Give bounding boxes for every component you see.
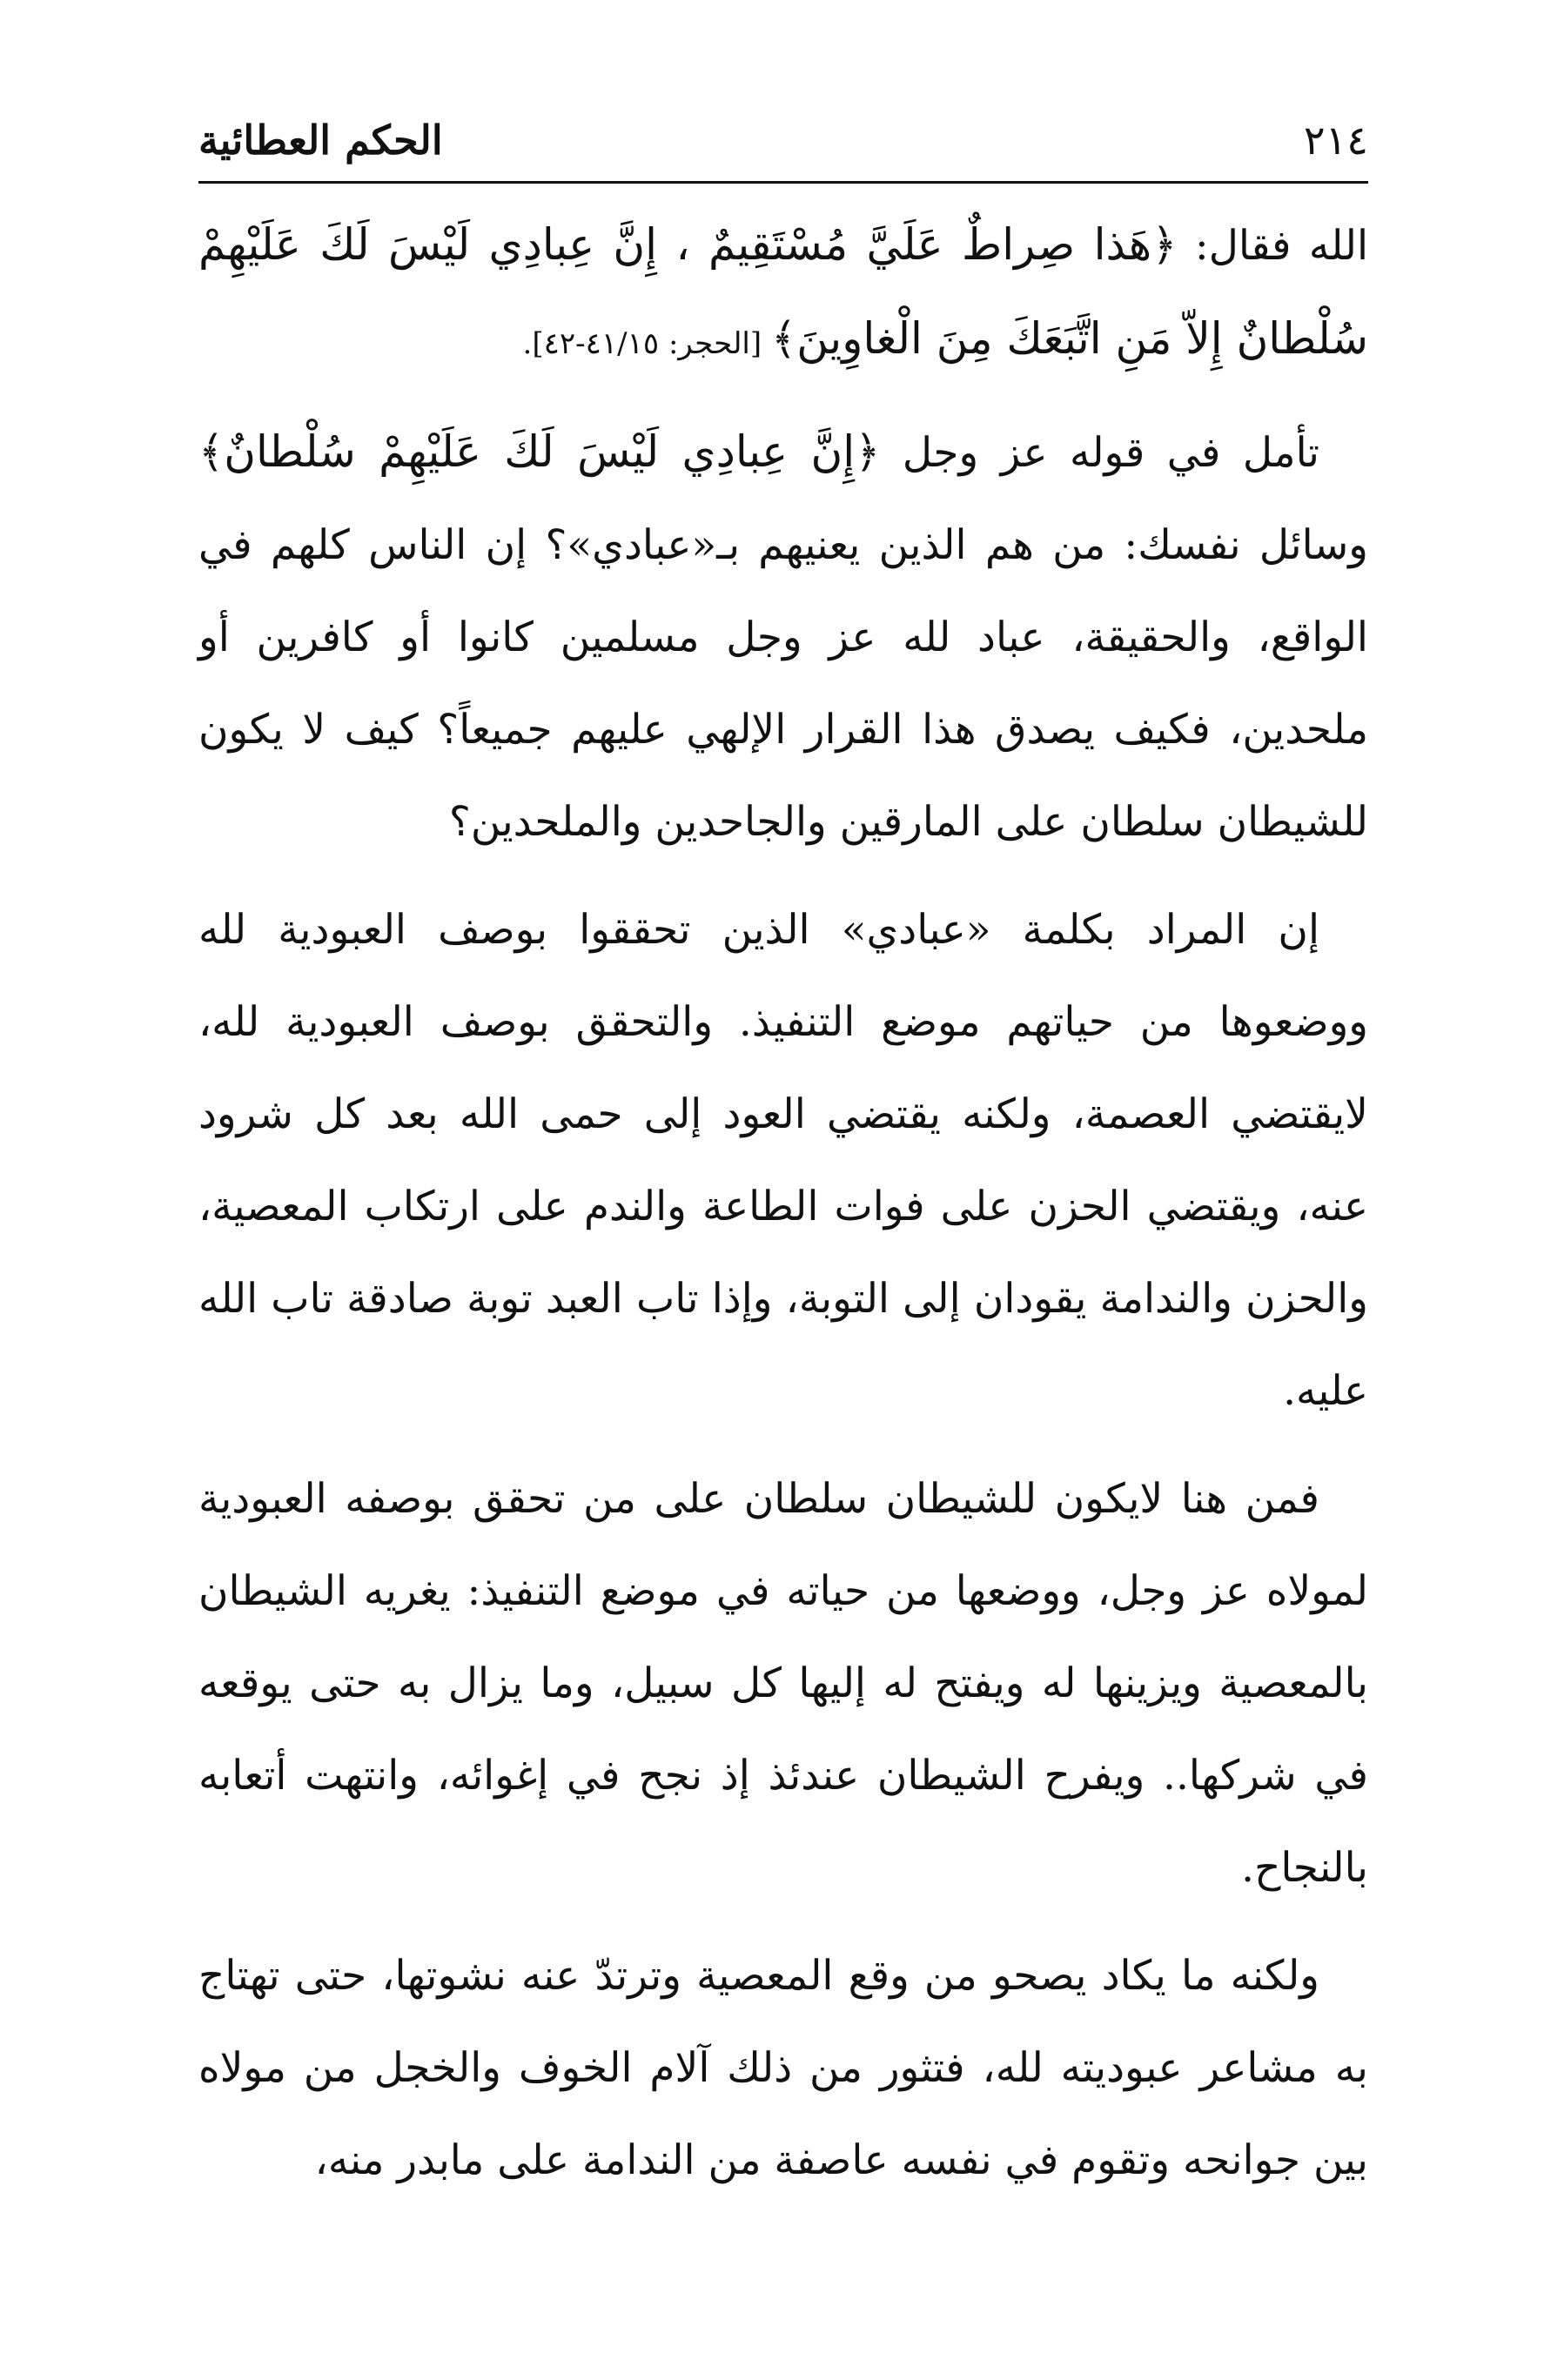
paragraph-5 <box>198 1930 1368 2207</box>
paragraph-1 <box>198 198 1368 390</box>
paragraph-5-text: ولكنه ما يكاد يصحو من وقع المعصية وترتدّ عنه نشوتها، حتى تهتاج به مشاعر عبوديته لله، فتثور من ذلك آلام الخوف والخجل من مولاه بين جوانحه وتقوم في نفسه عاصفة من الندامة على مابدر منه، <box>198 1952 1368 2184</box>
paragraph-2-lead: تأمل في قوله عز وجل <box>880 429 1319 477</box>
verse-citation: [الحجر: ٤١/١٥-٤٢]. <box>522 326 771 361</box>
paragraph-4-text: فمن هنا لايكون للشيطان سلطان على من تحقق بوصفه العبودية لمولاه عز وجل، ووضعها من حياته في موضع التنفيذ: يغريه الشيطان بالمعصية ويزينها له ويفتح له إليها كل سبيل، وما يزال به حتى يوقعه في شركها.. ويفرح الشيطان عندئذ إذ نجح في إغوائه، وانتهت أتعابه بالنجاح. <box>198 1475 1368 1892</box>
paragraph-2-text: وسائل نفسك: من هم الذين يعنيهم بـ«عبادي»؟ إن الناس كلهم في الواقع، والحقيقة، عباد لله عز وجل مسلمين كانوا أو كافرين أو ملحدين، فكيف يصدق هذا القرار الإلهي عليهم جميعاً؟ كيف لا يكون للشيطان سلطان على المارقين والجاحدين والملحدين؟ <box>198 521 1368 846</box>
paragraph-2 <box>198 406 1368 868</box>
book-title: الحكم العطائية <box>198 117 443 164</box>
running-header <box>198 111 1368 184</box>
paragraph-4 <box>198 1453 1368 1914</box>
paragraph-3-text: إن المراد بكلمة «عبادي» الذين تحققوا بوصف العبودية لله ووضعوها من حياتهم موضع التنفيذ. والتحقق بوصف العبودية لله، لايقتضي العصمة، ولكنه يقتضي العود إلى حمى الله بعد كل شرود عنه، ويقتضي الحزن على فوات الطاعة والندم على ارتكاب المعصية، والحزن والندامة يقودان إلى التوبة، وإذا تاب العبد توبة صادقة تاب الله عليه. <box>198 906 1368 1415</box>
paragraph-1-text: الله فقال: <box>1177 222 1368 270</box>
quran-verse-1: ﴿هَذا صِراطٌ عَلَيَّ مُسْتَقِيمٌ ، إِنَّ عِبادِي لَيْسَ لَكَ عَلَيْهِمْ سُلْطانٌ إِلاّ مَنِ اتَّبَعَكَ مِنَ الْغاوِينَ﴾ <box>198 219 1368 364</box>
page-number: ٢١٤ <box>1303 117 1368 164</box>
quran-verse-2: ﴿إِنَّ عِبادِي لَيْسَ لَكَ عَلَيْهِمْ سُلْطانٌ﴾ <box>198 426 881 477</box>
page-body <box>198 198 1368 2207</box>
paragraph-3 <box>198 884 1368 1438</box>
